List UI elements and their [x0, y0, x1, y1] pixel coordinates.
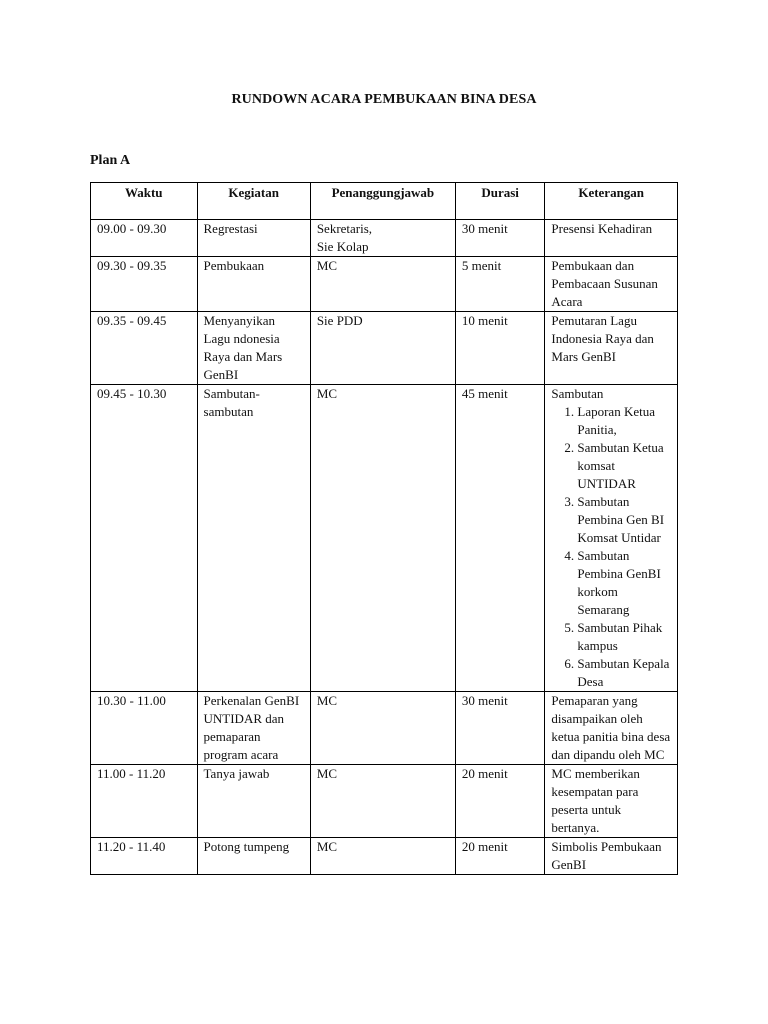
cell-waktu: [91, 838, 198, 875]
table-row: [91, 312, 678, 385]
table-header-row: [91, 183, 678, 220]
table-row: [91, 385, 678, 692]
keterangan-text: Pemutaran Lagu Indonesia Raya dan Mars GenBI: [551, 313, 654, 364]
durasi-text: 30 menit: [461, 221, 508, 236]
table-row: [91, 220, 678, 257]
document-title: RUNDOWN ACARA PEMBUKAAN BINA DESA: [231, 92, 537, 107]
kegiatan-text: Potong tumpeng: [203, 839, 290, 854]
waktu-text: 11.00 - 11.20: [97, 766, 166, 781]
durasi-text: 20 menit: [461, 839, 508, 854]
keterangan-text: Presensi Kehadiran: [551, 221, 653, 236]
cell-durasi: [455, 220, 545, 257]
waktu-text: 09.30 - 09.35: [97, 258, 167, 273]
cell-kegiatan: [197, 257, 310, 312]
cell-penanggungjawab: [310, 765, 455, 838]
table-row: [91, 257, 678, 312]
list-item: 4. Sambutan Pembina GenBI korkom Semarang: [577, 547, 671, 619]
cell-penanggungjawab: [310, 385, 455, 692]
list-item: 1. Laporan Ketua Panitia,: [577, 403, 671, 439]
list-item: 5. Sambutan Pihak kampus: [577, 619, 671, 655]
kegiatan-text: Pembukaan: [203, 258, 265, 273]
penanggungjawab-text: MC: [316, 258, 338, 273]
durasi-text: 45 menit: [461, 386, 508, 401]
cell-kegiatan: [197, 838, 310, 875]
penanggungjawab-text: MC: [316, 386, 338, 401]
waktu-text: 11.20 - 11.40: [97, 839, 166, 854]
waktu-text: 09.00 - 09.30: [97, 221, 167, 236]
cell-keterangan: [545, 312, 678, 385]
cell-penanggungjawab: [310, 257, 455, 312]
cell-keterangan: [545, 838, 678, 875]
table-row: [91, 765, 678, 838]
cell-kegiatan: [197, 385, 310, 692]
table-row: [91, 692, 678, 765]
cell-penanggungjawab: [310, 312, 455, 385]
keterangan-text: Pemaparan yang disampaikan oleh ketua panitia bina desa dan dipandu oleh MC: [551, 693, 671, 762]
cell-durasi: [455, 312, 545, 385]
header-keterangan: Keterangan: [545, 183, 678, 220]
waktu-text: 10.30 - 11.00: [97, 693, 166, 708]
penanggungjawab-text: MC: [316, 766, 338, 781]
penanggungjawab-text: Sie PDD: [316, 313, 363, 328]
waktu-text: 09.45 - 10.30: [97, 386, 167, 401]
cell-keterangan: [545, 692, 678, 765]
cell-keterangan: [545, 220, 678, 257]
list-item: 3. Sambutan Pembina Gen BI Komsat Untidar: [577, 493, 671, 547]
keterangan-text: Simbolis Pembukaan GenBI: [551, 839, 662, 872]
list-item: 2. Sambutan Ketua komsat UNTIDAR: [577, 439, 671, 493]
cell-waktu: [91, 692, 198, 765]
cell-keterangan: [545, 385, 678, 692]
cell-waktu: [91, 220, 198, 257]
sambutan-list: [551, 403, 671, 691]
cell-penanggungjawab: [310, 692, 455, 765]
rundown-table: [90, 182, 678, 875]
cell-kegiatan: [197, 765, 310, 838]
cell-durasi: [455, 257, 545, 312]
cell-kegiatan: [197, 312, 310, 385]
kegiatan-text: Perkenalan GenBI UNTIDAR dan pemaparan program acara: [203, 693, 300, 762]
keterangan-text: Pembukaan dan Pembacaan Susunan Acara: [551, 258, 658, 309]
penanggungjawab-text: MC: [316, 693, 338, 708]
cell-keterangan: [545, 257, 678, 312]
header-durasi: Durasi: [455, 183, 545, 220]
cell-durasi: [455, 692, 545, 765]
kegiatan-text: Menyanyikan Lagu ndonesia Raya dan Mars GenBI: [203, 313, 283, 382]
cell-waktu: [91, 385, 198, 692]
cell-kegiatan: [197, 220, 310, 257]
penanggungjawab-text: Sekretaris, Sie Kolap: [316, 221, 373, 254]
penanggungjawab-text: MC: [316, 839, 338, 854]
cell-waktu: [91, 257, 198, 312]
durasi-text: 30 menit: [461, 693, 508, 708]
waktu-text: 09.35 - 09.45: [97, 313, 167, 328]
cell-penanggungjawab: [310, 220, 455, 257]
cell-waktu: [91, 312, 198, 385]
keterangan-text: MC memberikan kesempatan para peserta untuk bertanya.: [551, 766, 640, 835]
kegiatan-text: Sambutan- sambutan: [203, 386, 260, 419]
durasi-text: 20 menit: [461, 766, 508, 781]
cell-durasi: [455, 765, 545, 838]
header-penanggungjawab: Penanggungjawab: [310, 183, 455, 220]
cell-waktu: [91, 765, 198, 838]
table-row: [91, 838, 678, 875]
list-item: 6. Sambutan Kepala Desa: [577, 655, 671, 691]
header-kegiatan: Kegiatan: [197, 183, 310, 220]
header-waktu: Waktu: [91, 183, 198, 220]
cell-keterangan: [545, 765, 678, 838]
kegiatan-text: Regrestasi: [203, 221, 258, 236]
kegiatan-text: Tanya jawab: [203, 766, 270, 781]
cell-penanggungjawab: [310, 838, 455, 875]
plan-label: Plan A: [90, 153, 131, 168]
keterangan-text: Sambutan: [551, 386, 604, 401]
cell-durasi: [455, 838, 545, 875]
cell-kegiatan: [197, 692, 310, 765]
cell-durasi: [455, 385, 545, 692]
durasi-text: 10 menit: [461, 313, 508, 328]
durasi-text: 5 menit: [461, 258, 502, 273]
